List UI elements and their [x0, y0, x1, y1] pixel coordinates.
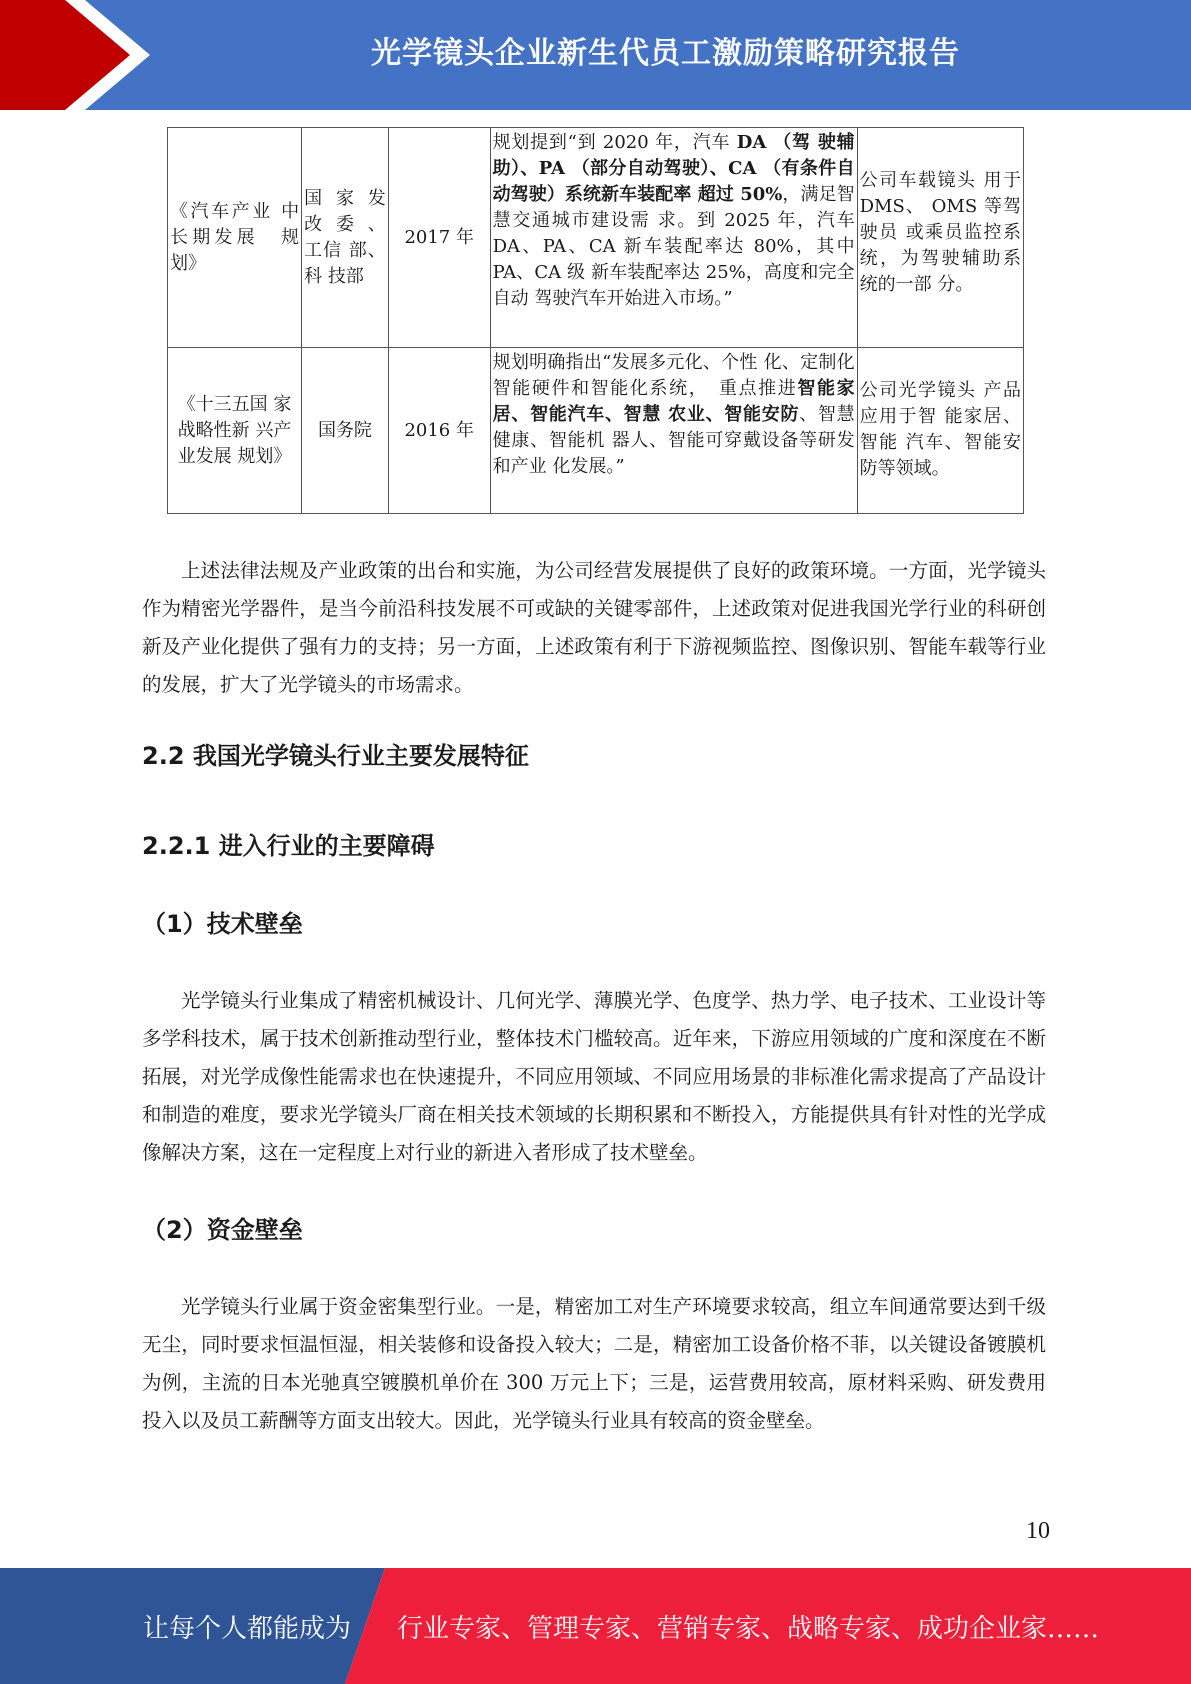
- relevance-cell: 公司光学镜头 产品应用于智 能家居、智能 汽车、智能安 防等领域。: [857, 348, 1023, 514]
- table-row: [168, 348, 1024, 514]
- footer-slogan-right: 行业专家、管理专家、营销专家、战略专家、成功企业家……: [397, 1613, 1100, 1644]
- issuer-cell: 国务院: [302, 348, 389, 514]
- fund-barrier-paragraph: 光学镜头行业属于资金密集型行业。一是，精密加工对生产环境要求较高，组立车间通常要达到千级无尘，同时要求恒温恒湿，相关装修和设备投入较大；二是，精密加工设备价格不菲，以关键设备镀膜机为例，主流的日本光驰真空镀膜机单价在 300 万元上下；三是，运营费用较高，原材料采购、研发费用投入以及员工薪酬等方面支出较大。因此，光学镜头行业具有较高的资金壁垒。: [142, 1295, 1046, 1432]
- year-cell: 2017 年: [388, 128, 490, 348]
- page-header: [0, 0, 1191, 110]
- section-heading-2-2: 2.2 我国光学镜头行业主要发展特征: [142, 742, 529, 770]
- content-text: 、智慧健康、智能机 器人、智能可穿戴设备等研发和产业 化发展。”: [492, 404, 855, 477]
- year-cell: 2016 年: [388, 348, 490, 514]
- subheading-tech-barrier: （1）技术壁垒: [142, 910, 303, 938]
- content-bold-text: 智能家居、智能汽车、智慧 农业、智能安防: [492, 378, 855, 425]
- policy-name-cell: 《汽车产业 中长期发展 规划》: [168, 128, 302, 348]
- page-footer: [0, 1568, 1191, 1684]
- table-row: [168, 128, 1024, 348]
- page-number: 10: [1026, 1518, 1050, 1544]
- report-title: 光学镜头企业新生代员工激励策略研究报告: [371, 36, 960, 71]
- footer-slogan-left: 让每个人都能成为: [143, 1613, 352, 1644]
- content-cell: [490, 128, 857, 348]
- issuer-cell: 国 家 发改 委 、工信 部、科 技部: [302, 128, 389, 348]
- content-text: ，满足智慧交通城市建设需 求。到 2025 年，汽车 DA、PA、CA 新车装配率达 80%，其中 PA、CA 级 新车装配率达 25%，高度和完全自动 驾驶汽车开始进入市场。”: [492, 184, 855, 309]
- relevance-cell: 公司车载镜头 用于 DMS、 OMS 等驾驶员 或乘员监控系 统，为驾驶辅助系统的一部 分。: [857, 128, 1023, 348]
- policy-name-cell: 《十三五国 家战略性新 兴产业发展 规划》: [168, 348, 302, 514]
- content-bold-text: DA （驾 驶辅助）、PA （部分自动驾驶）、CA （有条件自动驾驶）系统新车装配率 超过 50%: [492, 132, 855, 205]
- tech-barrier-paragraph: 光学镜头行业集成了精密机械设计、几何光学、薄膜光学、色度学、热力学、电子技术、工业设计等多学科技术，属于技术创新推动型行业，整体技术门槛较高。近年来，下游应用领域的广度和深度在不断拓展，对光学成像性能需求也在快速提升，不同应用领域、不同应用场景的非标准化需求提高了产品设计和制造的难度，要求光学镜头厂商在相关技术领域的长期积累和不断投入，方能提供具有针对性的光学成像解决方案，这在一定程度上对行业的新进入者形成了技术壁垒。: [142, 989, 1046, 1164]
- content-cell: [490, 348, 857, 514]
- subheading-fund-barrier: （2）资金壁垒: [142, 1216, 303, 1244]
- content-text: 规划明确指出“发展多元化、个性 化、定制化智能硬件和智能化系统， 重点推进: [492, 352, 855, 399]
- section-heading-2-2-1: 2.2.1 进入行业的主要障碍: [142, 832, 435, 860]
- policy-summary-paragraph: 上述法律法规及产业政策的出台和实施，为公司经营发展提供了良好的政策环境。一方面，光学镜头作为精密光学器件，是当今前沿科技发展不可或缺的关键零部件，上述政策对促进我国光学行业的科研创新及产业化提供了强有力的支持；另一方面，上述政策有利于下游视频监控、图像识别、智能车载等行业的发展，扩大了光学镜头的市场需求。: [142, 559, 1046, 696]
- policy-table: [167, 127, 1024, 514]
- content-text: 规划提到“到 2020 年，汽车: [492, 132, 737, 153]
